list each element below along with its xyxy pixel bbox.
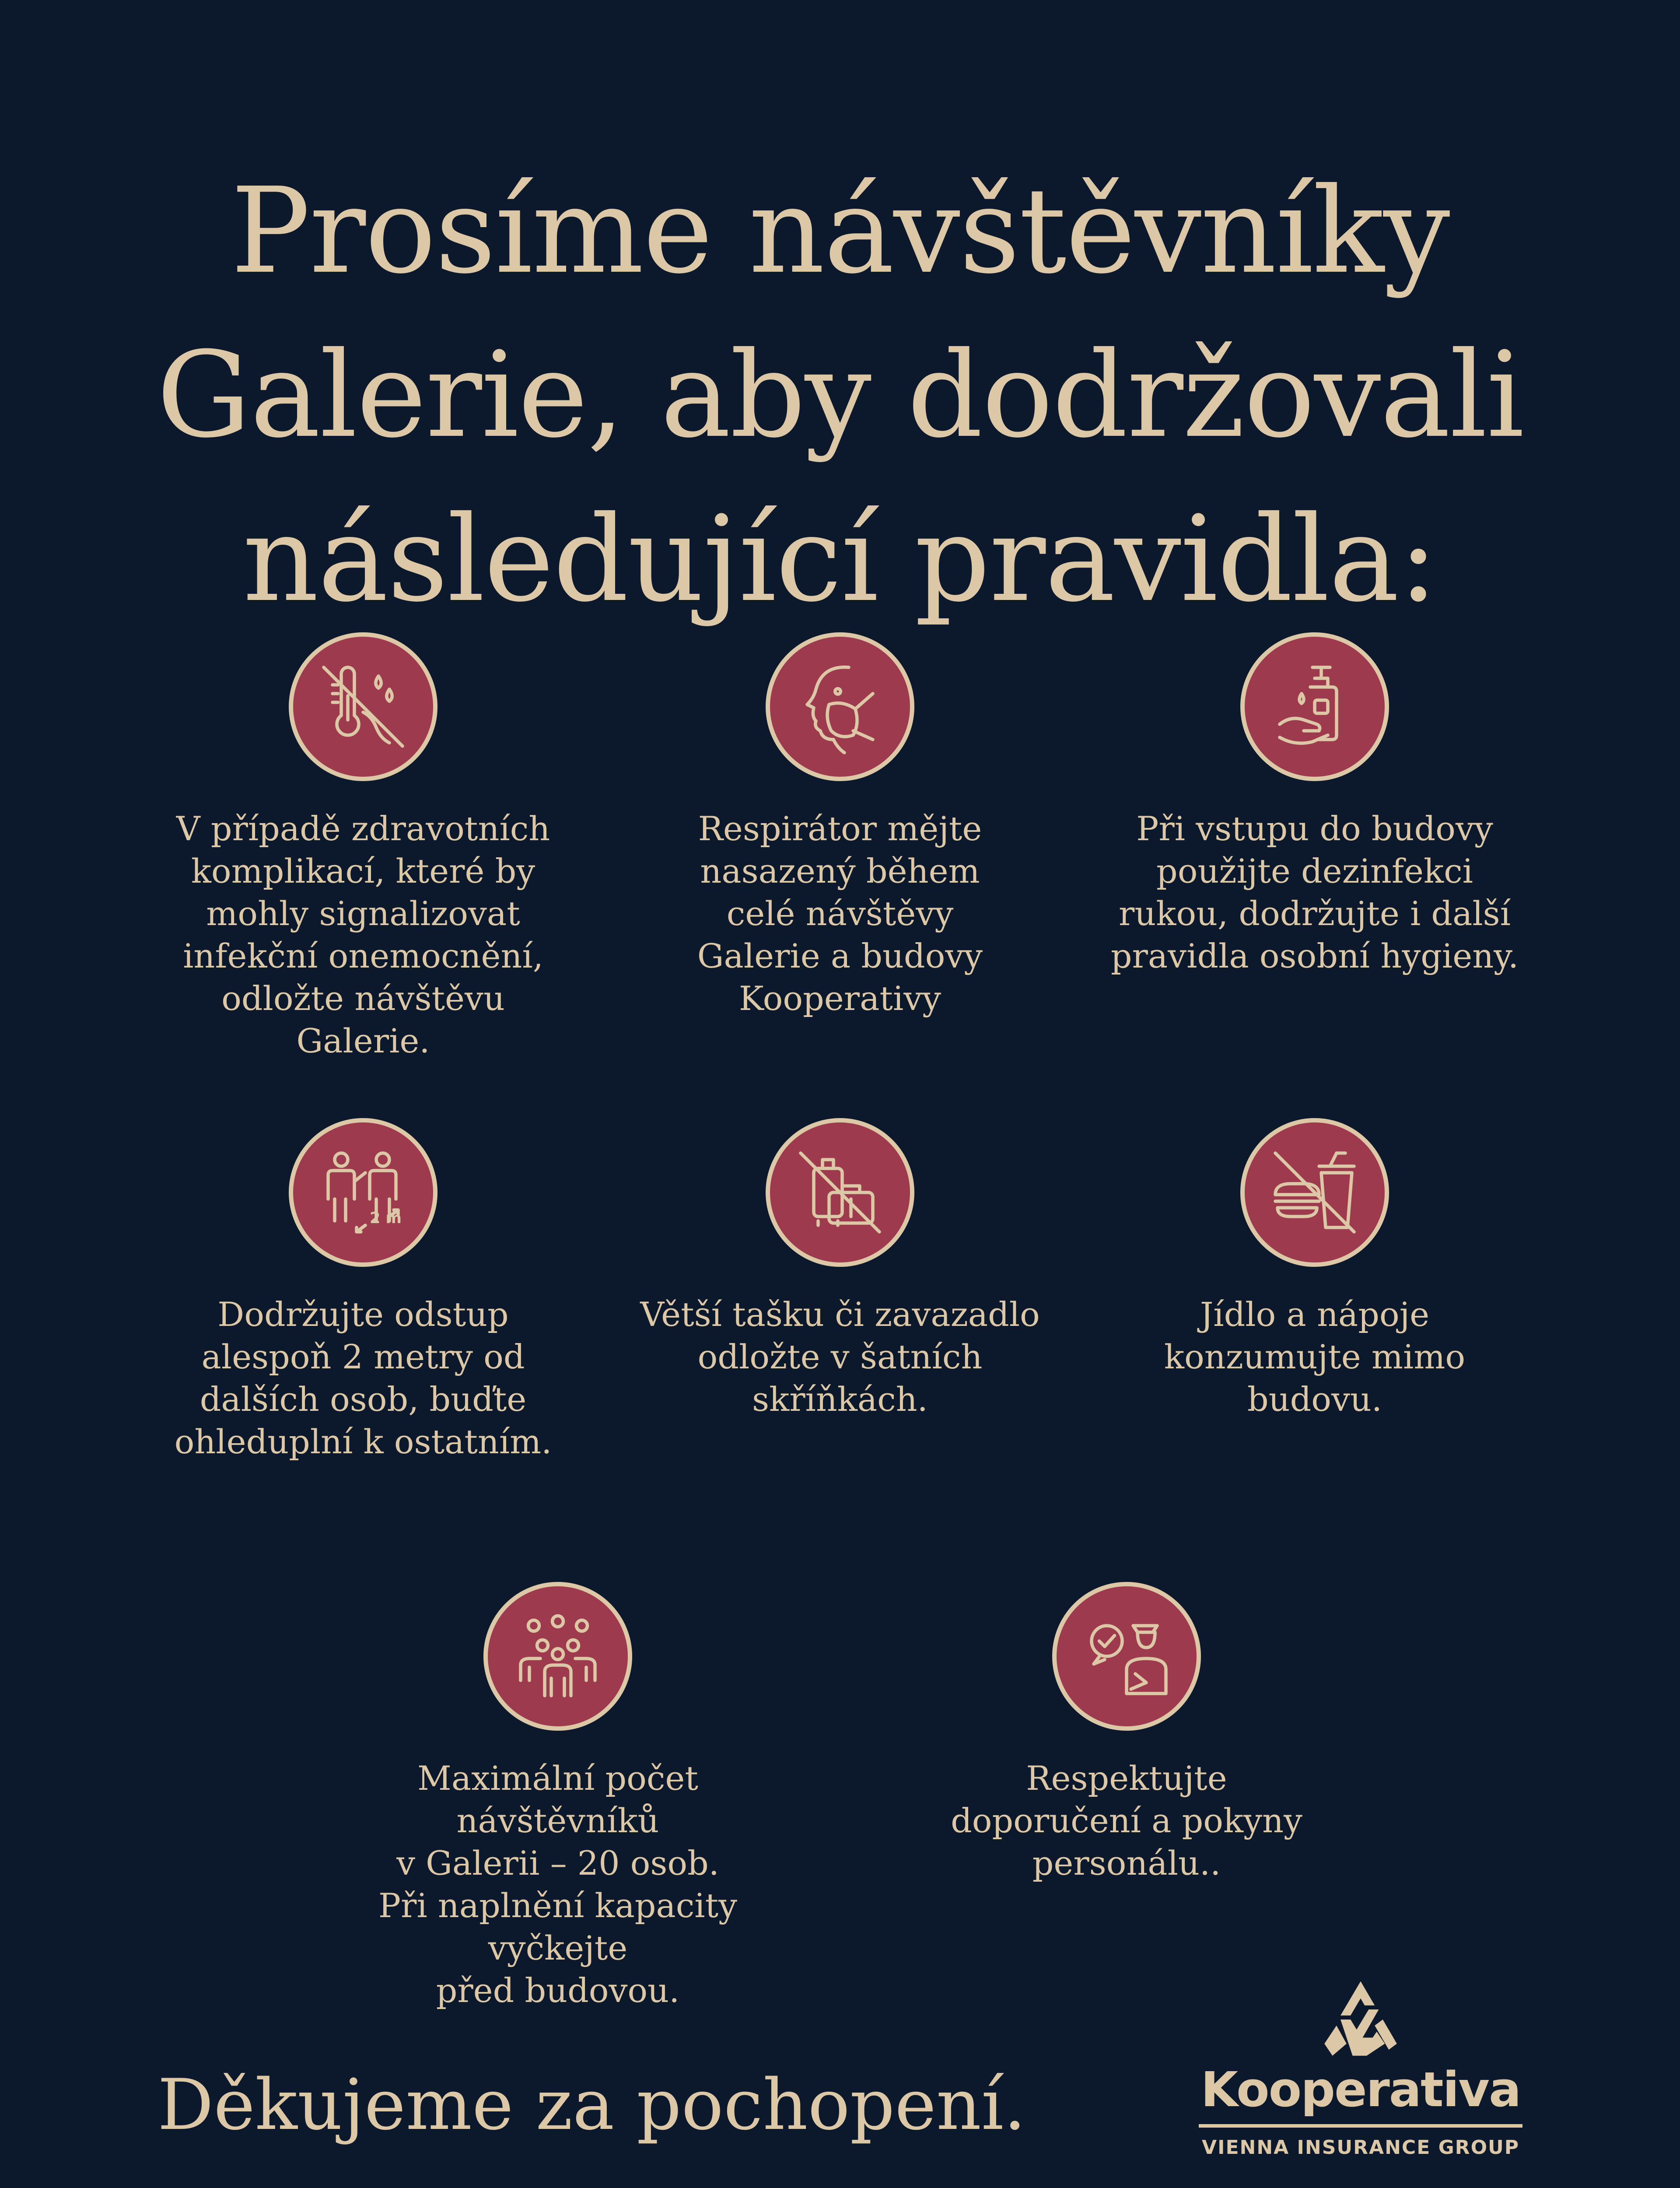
- rule-staff: [908, 1582, 1345, 1884]
- rule-luggage: [621, 1118, 1059, 1420]
- rule-mask: [621, 632, 1059, 1020]
- headline-line-2: Galerie, aby dodržovali: [156, 326, 1524, 464]
- brand-name: Kooperativa: [1200, 2062, 1521, 2118]
- headline: [0, 149, 1680, 641]
- brand-group: VIENNA INSURANCE GROUP: [1202, 2136, 1519, 2159]
- rule-text: Maximální počet návštěvníků v Galerii – 20 osob. Při naplnění kapacity vyčkejte před budovou.: [378, 1759, 738, 2010]
- distance-label: 2 m: [370, 1210, 402, 1227]
- rule-text: Respirátor mějte nasazený během celé návštěvy Galerie a budovy Kooperativy: [697, 809, 983, 1018]
- logo-divider: [1199, 2124, 1522, 2128]
- rule-text: Respektujte doporučení a pokyny personálu..: [951, 1759, 1302, 1883]
- rule-health: [144, 632, 582, 1062]
- rule-food: [1096, 1118, 1533, 1420]
- rule-text: Větší tašku či zavazadlo odložte v šatních skříňkách.: [640, 1295, 1040, 1419]
- staff-instructions-icon: [1052, 1582, 1201, 1731]
- hand-sanitizer-icon: [1240, 632, 1389, 781]
- rule-text: Dodržujte odstup alespoň 2 metry od dalších osob, buďte ohleduplní k ostatním.: [174, 1295, 552, 1461]
- thank-you-message: Děkujeme za pochopení.: [158, 2064, 1026, 2146]
- face-mask-icon: [766, 632, 914, 781]
- rule-hygiene: [1096, 632, 1533, 977]
- no-fever-icon: [289, 632, 438, 781]
- kooperativa-logo: [1199, 1978, 1522, 2188]
- headline-line-3: následující pravidla:: [242, 490, 1438, 628]
- crowd-limit-icon: [483, 1582, 632, 1731]
- no-luggage-icon: [766, 1118, 914, 1267]
- rule-text: Při vstupu do budovy použijte dezinfekci rukou, dodržujte i další pravidla osobní hygieny.: [1110, 809, 1519, 975]
- rule-capacity: [339, 1582, 777, 2012]
- rule-text: V případě zdravotních komplikací, které by mohly signalizovat infekční onemocnění, odložte návštěvu Galerie.: [176, 809, 550, 1060]
- kooperativa-logo-mark-icon: [1310, 1978, 1411, 2061]
- rule-text: Jídlo a nápoje konzumujte mimo budovu.: [1164, 1295, 1466, 1419]
- distance-2m-icon: [289, 1118, 438, 1267]
- rule-distance: [144, 1118, 582, 1463]
- headline-line-1: Prosíme návštěvníky: [231, 162, 1449, 300]
- no-food-drink-icon: [1240, 1118, 1389, 1267]
